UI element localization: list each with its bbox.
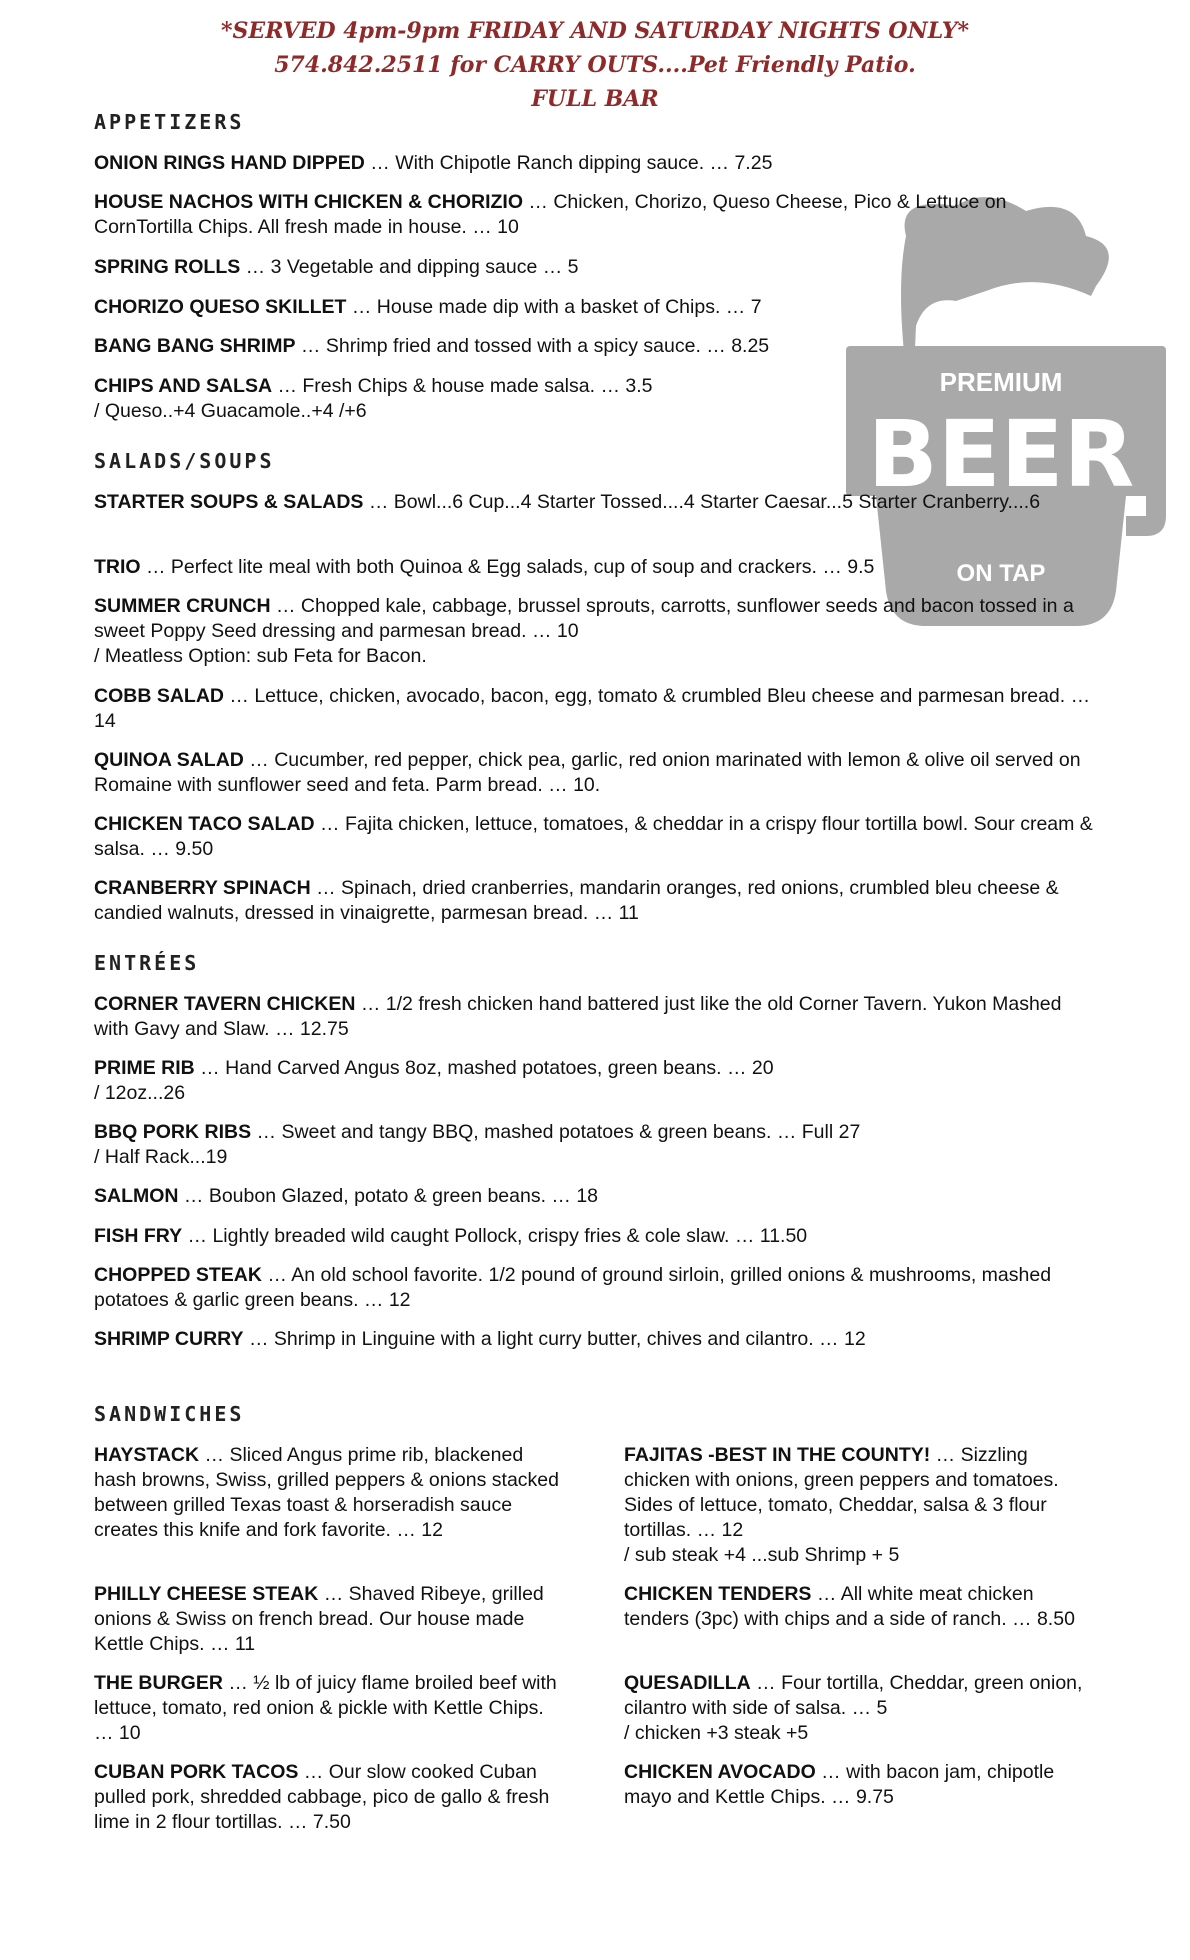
item-name: CHICKEN AVOCADO (624, 1761, 816, 1783)
item-name: CUBAN PORK TACOS (94, 1761, 299, 1783)
menu-item (94, 190, 1094, 240)
item-desc: … with bacon jam, chipotle mayo and Kettle Chips. … 9.75 (624, 1761, 1055, 1808)
item-extra: / sub steak +4 ...sub Shrimp + 5 (624, 1544, 900, 1566)
item-desc: … Sliced Angus prime rib, blackened hash browns, Swiss, grilled peppers & onions stacked between grilled Texas toast & horseradish sauce creates this knife and fork favorite. … 12 (94, 1444, 559, 1541)
item-desc: … Lightly breaded wild caught Pollock, crispy fries & cole slaw. … 11.50 (182, 1225, 808, 1247)
item-name: SPRING ROLLS (94, 256, 241, 278)
item-desc: … All white meat chicken tenders (3pc) with chips and a side of ranch. … 8.50 (624, 1583, 1075, 1630)
item-desc: … Fresh Chips & house made salsa. … 3.5 (272, 375, 653, 397)
item-desc: … Shaved Ribeye, grilled onions & Swiss on french bread. Our house made Kettle Chips. … 11 (94, 1583, 544, 1655)
menu-item (94, 812, 1094, 862)
menu-item (94, 684, 1094, 734)
item-name: PHILLY CHEESE STEAK (94, 1583, 319, 1605)
item-name: HOUSE NACHOS WITH CHICKEN & CHORIZIO (94, 191, 523, 213)
item-name: SHRIMP CURRY (94, 1328, 244, 1350)
item-desc: … Lettuce, chicken, avocado, bacon, egg, tomato & crumbled Bleu cheese and parmesan bread. … 14 (94, 685, 1091, 732)
item-desc: … Shrimp fried and tossed with a spicy sauce. … 8.25 (295, 335, 770, 357)
menu-item (94, 255, 1094, 280)
item-desc: … ½ lb of juicy flame broiled beef with lettuce, tomato, red onion & pickle with Kettle Chips. … 10 (94, 1672, 557, 1744)
menu-item (624, 1671, 1094, 1746)
item-desc: … Spinach, dried cranberries, mandarin oranges, red onions, crumbled bleu cheese & candied walnuts, dressed in vinaigrette, parmesan bread. … 11 (94, 877, 1059, 924)
item-desc: … Cucumber, red pepper, chick pea, garlic, red onion marinated with lemon & olive oil served on Romaine with sunflower seed and feta. Parm bread. … 10. (94, 749, 1081, 796)
item-name: CHICKEN TACO SALAD (94, 813, 315, 835)
item-name: CHIPS AND SALSA (94, 375, 273, 397)
item-extra: / Queso..+4 Guacamole..+4 /+6 (94, 400, 367, 422)
menu-item (624, 1760, 1094, 1810)
menu-item (94, 1120, 1094, 1170)
item-name: BANG BANG SHRIMP (94, 335, 296, 357)
item-desc: … An old school favorite. 1/2 pound of ground sirloin, grilled onions & mushrooms, mashed potatoes & garlic green beans. … 12 (94, 1264, 1052, 1311)
menu-item (94, 1263, 1094, 1313)
item-name: COBB SALAD (94, 685, 224, 707)
section-title-entrees: ENTRÉES (94, 951, 200, 975)
menu-item (94, 334, 1094, 359)
item-desc: … Bowl...6 Cup...4 Starter Tossed....4 Starter Caesar...5 Starter Cranberry....6 (363, 491, 1041, 513)
item-extra: / Half Rack...19 (94, 1146, 228, 1168)
menu-item (94, 1582, 564, 1657)
full-bar-line: FULL BAR (531, 86, 659, 112)
item-desc: … 1/2 fresh chicken hand battered just like the old Corner Tavern. Yukon Mashed with Gavy and Slaw. … 12.75 (94, 993, 1062, 1040)
watermark-beer-text: BEER (867, 401, 1135, 508)
menu-item (94, 295, 1094, 320)
item-name: TRIO (94, 556, 141, 578)
item-desc: … Fajita chicken, lettuce, tomatoes, & cheddar in a crispy flour tortilla bowl. Sour cream & salsa. … 9.50 (94, 813, 1093, 860)
hours-line: *SERVED 4pm-9pm FRIDAY AND SATURDAY NIGHTS ONLY* (221, 18, 969, 44)
item-name: CORNER TAVERN CHICKEN (94, 993, 356, 1015)
menu-item (94, 151, 1094, 176)
menu-item (94, 594, 1094, 669)
menu-item (94, 876, 1094, 926)
watermark-premium-text: PREMIUM (939, 367, 1063, 397)
item-desc: … Shrimp in Linguine with a light curry butter, chives and cilantro. … 12 (243, 1328, 866, 1350)
section-title-sandwiches: SANDWICHES (94, 1402, 245, 1426)
item-name: THE BURGER (94, 1672, 223, 1694)
item-desc: … Four tortilla, Cheddar, green onion, cilantro with side of salsa. … 5 (624, 1672, 1083, 1719)
item-extra: / 12oz...26 (94, 1082, 186, 1104)
item-extra: / chicken +3 steak +5 (624, 1722, 809, 1744)
item-name: CRANBERRY SPINACH (94, 877, 311, 899)
item-desc: … Hand Carved Angus 8oz, mashed potatoes, green beans. … 20 (194, 1057, 774, 1079)
item-desc: … Our slow cooked Cuban pulled pork, shredded cabbage, pico de gallo & fresh lime in 2 flour tortillas. … 7.50 (94, 1761, 550, 1833)
menu-item (94, 1184, 1094, 1209)
section-title-salads-soups: SALADS/SOUPS (94, 449, 275, 473)
menu-item (94, 1671, 564, 1746)
item-name: ONION RINGS HAND DIPPED (94, 152, 365, 174)
watermark-on-tap-text: ON TAP (956, 560, 1046, 587)
menu-item (94, 1443, 564, 1543)
item-name: FISH FRY (94, 1225, 183, 1247)
menu-item (624, 1443, 1094, 1568)
item-name: PRIME RIB (94, 1057, 195, 1079)
menu-item (94, 992, 1094, 1042)
menu-item (94, 555, 1094, 580)
item-desc: … Perfect lite meal with both Quinoa & Egg salads, cup of soup and crackers. … 9.5 (140, 556, 875, 578)
section-title-appetizers: APPETIZERS (94, 110, 245, 134)
menu-item (94, 374, 1094, 424)
menu-item (94, 490, 1094, 515)
item-name: CHORIZO QUESO SKILLET (94, 296, 347, 318)
menu-item (624, 1582, 1094, 1632)
item-name: CHICKEN TENDERS (624, 1583, 812, 1605)
item-name: SALMON (94, 1185, 179, 1207)
item-name: SUMMER CRUNCH (94, 595, 271, 617)
item-name: BBQ PORK RIBS (94, 1121, 252, 1143)
item-name: CHOPPED STEAK (94, 1264, 262, 1286)
menu-header (0, 14, 1190, 116)
item-desc: … Chopped kale, cabbage, brussel sprouts, carrotts, sunflower seeds and bacon tossed in a sweet Poppy Seed dressing and parmesan bread. … 10 (94, 595, 1074, 642)
menu-item (94, 748, 1094, 798)
phone-line: 574.842.2511 for CARRY OUTS....Pet Friendly Patio. (274, 52, 916, 78)
item-desc: … 3 Vegetable and dipping sauce … 5 (240, 256, 579, 278)
item-name: FAJITAS -BEST IN THE COUNTY! (624, 1444, 931, 1466)
menu-item (94, 1327, 1094, 1352)
item-desc: … Sizzling chicken with onions, green peppers and tomatoes. Sides of lettuce, tomato, Cheddar, salsa & 3 flour tortillas. … 12 (624, 1444, 1059, 1541)
item-desc: … Chicken, Chorizo, Queso Cheese, Pico & Lettuce on CornTortilla Chips. All fresh made in house. … 10 (94, 191, 1007, 238)
item-name: QUINOA SALAD (94, 749, 244, 771)
item-desc: … Boubon Glazed, potato & green beans. … 18 (178, 1185, 599, 1207)
item-name: STARTER SOUPS & SALADS (94, 491, 364, 513)
item-desc: … Sweet and tangy BBQ, mashed potatoes & green beans. … Full 27 (251, 1121, 861, 1143)
item-name: HAYSTACK (94, 1444, 200, 1466)
menu-item (94, 1056, 1094, 1106)
menu-item (94, 1760, 564, 1835)
item-name: QUESADILLA (624, 1672, 751, 1694)
menu-item (94, 1224, 1094, 1249)
item-desc: … House made dip with a basket of Chips. … 7 (346, 296, 762, 318)
item-desc: … With Chipotle Ranch dipping sauce. … 7.25 (364, 152, 773, 174)
item-extra: / Meatless Option: sub Feta for Bacon. (94, 645, 427, 667)
